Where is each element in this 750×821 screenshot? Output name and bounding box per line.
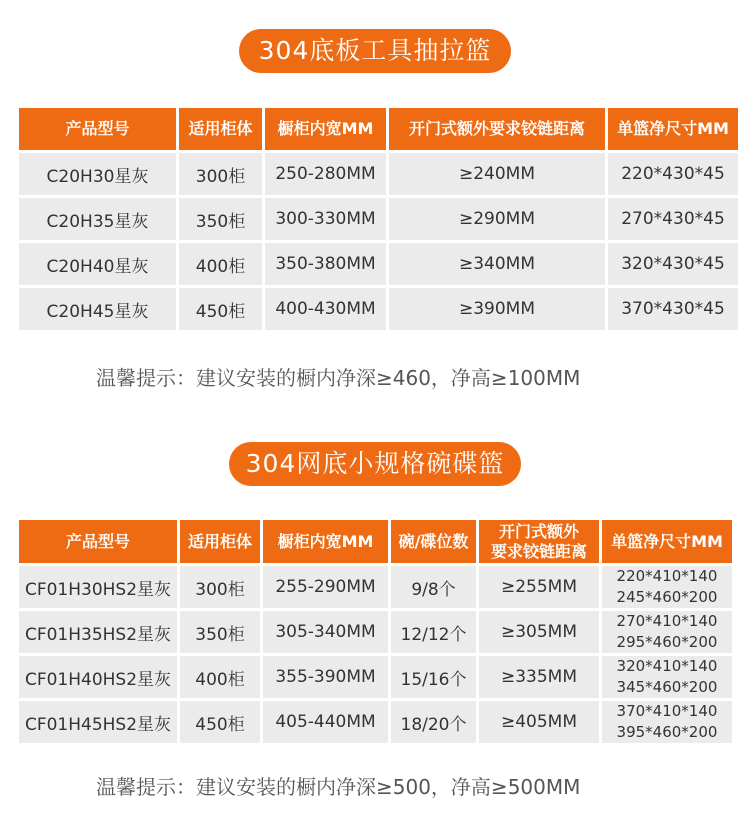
cell-inner-width: 350-380MM xyxy=(265,243,386,285)
header-hinge-distance: 开门式额外要求铰链距离 xyxy=(389,108,605,150)
basket-size-line1: 320*410*140 xyxy=(616,657,718,675)
cell-basket-size: 320*430*45 xyxy=(608,243,738,285)
section1-spec-table xyxy=(16,105,741,333)
header-model: 产品型号 xyxy=(19,520,177,563)
cell-basket-size xyxy=(602,656,732,698)
cell-bowl-plate-slots: 9/8个 xyxy=(391,566,476,608)
cell-cabinet: 350柜 xyxy=(180,611,260,653)
header-hinge-distance-line2: 要求铰链距离 xyxy=(490,541,587,561)
cell-hinge-distance: ≥305MM xyxy=(479,611,599,653)
cell-basket-size xyxy=(602,701,732,743)
cell-cabinet: 450柜 xyxy=(180,701,260,743)
cell-model: C20H45星灰 xyxy=(19,288,176,330)
cell-cabinet: 400柜 xyxy=(180,656,260,698)
cell-basket-size xyxy=(602,566,732,608)
header-cabinet: 适用柜体 xyxy=(179,108,262,150)
header-basket-size: 单篮净尺寸MM xyxy=(608,108,738,150)
table-row xyxy=(19,611,732,653)
basket-size-line1: 220*410*140 xyxy=(616,567,718,585)
cell-model: C20H40星灰 xyxy=(19,243,176,285)
cell-model: CF01H45HS2星灰 xyxy=(19,701,177,743)
section2-spec-table xyxy=(16,517,735,746)
cell-hinge-distance: ≥340MM xyxy=(389,243,605,285)
cell-inner-width: 255-290MM xyxy=(263,566,388,608)
cell-cabinet: 350柜 xyxy=(179,198,262,240)
cell-inner-width: 400-430MM xyxy=(265,288,386,330)
cell-bowl-plate-slots: 18/20个 xyxy=(391,701,476,743)
cell-model: CF01H35HS2星灰 xyxy=(19,611,177,653)
cell-basket-size: 370*430*45 xyxy=(608,288,738,330)
cell-inner-width: 300-330MM xyxy=(265,198,386,240)
header-inner-width: 橱柜内宽MM xyxy=(263,520,388,563)
header-model: 产品型号 xyxy=(19,108,176,150)
cell-cabinet: 300柜 xyxy=(179,153,262,195)
basket-size-line2: 245*460*200 xyxy=(616,588,718,606)
section1-tip: 温馨提示：建议安装的橱内净深≥460，净高≥100MM xyxy=(96,366,581,390)
cell-bowl-plate-slots: 12/12个 xyxy=(391,611,476,653)
header-hinge-distance xyxy=(479,520,599,563)
basket-size-line1: 270*410*140 xyxy=(616,612,718,630)
cell-model: CF01H40HS2星灰 xyxy=(19,656,177,698)
header-basket-size: 单篮净尺寸MM xyxy=(602,520,732,563)
cell-basket-size: 220*430*45 xyxy=(608,153,738,195)
basket-size-line2: 345*460*200 xyxy=(616,678,718,696)
cell-model: C20H35星灰 xyxy=(19,198,176,240)
cell-hinge-distance: ≥290MM xyxy=(389,198,605,240)
cell-model: CF01H30HS2星灰 xyxy=(19,566,177,608)
cell-hinge-distance: ≥405MM xyxy=(479,701,599,743)
basket-size-line2: 295*460*200 xyxy=(616,633,718,651)
cell-inner-width: 355-390MM xyxy=(263,656,388,698)
table-row xyxy=(19,566,732,608)
cell-inner-width: 250-280MM xyxy=(265,153,386,195)
table-row xyxy=(19,656,732,698)
cell-hinge-distance: ≥240MM xyxy=(389,153,605,195)
cell-bowl-plate-slots: 15/16个 xyxy=(391,656,476,698)
table-row xyxy=(19,288,738,330)
section2-tip: 温馨提示：建议安装的橱内净深≥500，净高≥500MM xyxy=(96,775,581,799)
table-header-row xyxy=(19,108,738,150)
cell-basket-size xyxy=(602,611,732,653)
table-row xyxy=(19,701,732,743)
cell-inner-width: 405-440MM xyxy=(263,701,388,743)
table-row xyxy=(19,198,738,240)
header-hinge-distance-line1: 开门式额外 xyxy=(498,521,579,541)
header-inner-width: 橱柜内宽MM xyxy=(265,108,386,150)
section2-title: 304网底小规格碗碟篮 xyxy=(229,442,521,486)
cell-cabinet: 300柜 xyxy=(180,566,260,608)
cell-hinge-distance: ≥335MM xyxy=(479,656,599,698)
cell-cabinet: 400柜 xyxy=(179,243,262,285)
table-header-row xyxy=(19,520,732,563)
table-row xyxy=(19,243,738,285)
section1-title: 304底板工具抽拉篮 xyxy=(239,29,511,73)
basket-size-line2: 395*460*200 xyxy=(616,723,718,741)
cell-basket-size: 270*430*45 xyxy=(608,198,738,240)
header-cabinet: 适用柜体 xyxy=(180,520,260,563)
table-row xyxy=(19,153,738,195)
cell-model: C20H30星灰 xyxy=(19,153,176,195)
header-bowl-plate-slots: 碗/碟位数 xyxy=(391,520,476,563)
basket-size-line1: 370*410*140 xyxy=(616,702,718,720)
cell-cabinet: 450柜 xyxy=(179,288,262,330)
cell-hinge-distance: ≥390MM xyxy=(389,288,605,330)
cell-hinge-distance: ≥255MM xyxy=(479,566,599,608)
cell-inner-width: 305-340MM xyxy=(263,611,388,653)
